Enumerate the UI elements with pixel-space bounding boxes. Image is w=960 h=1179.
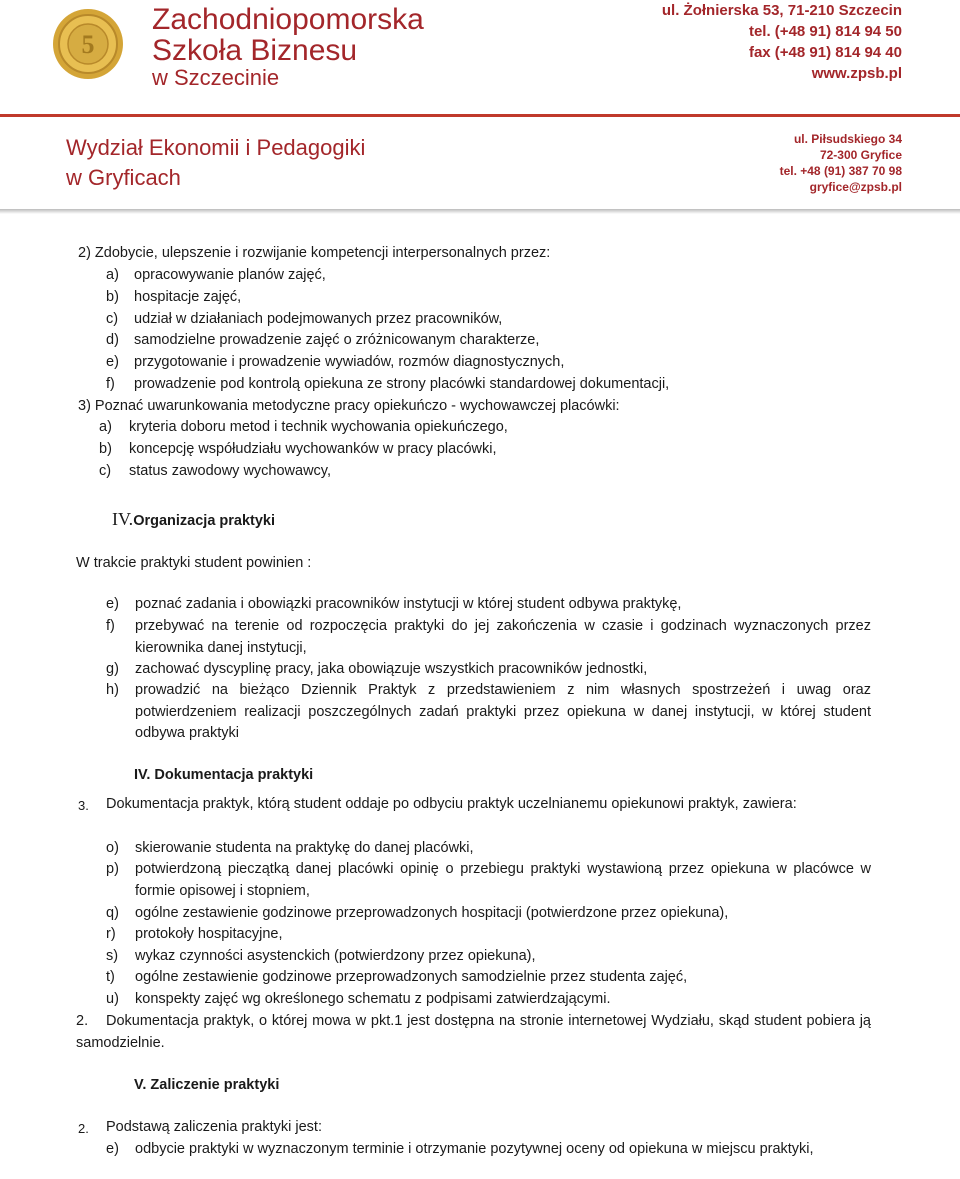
section-3-title: 3) Poznać uwarunkowania metodyczne pracy opiekuńczo - wychowawczej placówki: (78, 398, 620, 414)
list-item-label: c) (106, 311, 119, 327)
list-item-label: o) (106, 840, 119, 856)
doc-paragraph-2: Dokumentacja praktyk, o której mowa w pkt.1 jest dostępna na stronie internetowej Wydziału, skąd student pobiera ją samodzielnie. (76, 1013, 871, 1051)
list-item: konspekty zajęć wg określonego schematu z podpisami zatwierdzającymi. (135, 991, 611, 1007)
list-item: wykaz czynności asystenckich (potwierdzony przez opiekuna), (135, 948, 536, 964)
list-item: zachować dyscyplinę pracy, jaka obowiązuje wszystkich pracowników jednostki, (135, 661, 648, 677)
header-bottom-rule (0, 209, 960, 214)
list-item: poznać zadania i obowiązki pracowników instytucji w której student odbywa praktykę, (135, 596, 682, 612)
list-item-label: h) (106, 682, 119, 698)
list-item: potwierdzoną pieczątką danej placówki opinię o przebiegu praktyki wystawioną przez opiekuna w placówce w formie opisowej i stopniem, (135, 861, 871, 899)
list-item-label: e) (106, 596, 119, 612)
list-item: prowadzić na bieżąco Dziennik Praktyk z przedstawieniem z nim własnych spostrzeżeń i uwag oraz potwierdzeniem realizacji poszczególnych zadań praktyki przez opiekuna w danej instytucji, w której student odbywa praktyki (135, 682, 871, 742)
doc-paragraph-1: Dokumentacja praktyk, którą student oddaje po odbyciu praktyk uczelnianemu opiekunowi praktyk, zawiera: (106, 796, 797, 812)
paragraph-number: 2. (76, 1013, 89, 1029)
school-name-line1: Zachodniopomorska (152, 3, 424, 36)
header-divider (0, 114, 960, 117)
list-item-label: a) (99, 419, 112, 435)
list-item-label: d) (106, 332, 119, 348)
branch-email[interactable]: gryfice@zpsb.pl (809, 180, 902, 194)
list-item-label: q) (106, 905, 119, 921)
list-item: udział w działaniach podejmowanych przez pracowników, (134, 311, 503, 327)
faculty-name (66, 133, 365, 193)
school-seal-logo (52, 8, 124, 80)
list-item-label: p) (106, 861, 119, 877)
list-item-label: g) (106, 661, 119, 677)
section-org-heading (112, 509, 275, 533)
branch-city: 72-300 Gryfice (819, 148, 902, 162)
school-name (152, 4, 424, 90)
list-item-label: f) (106, 618, 115, 634)
list-item: opracowywanie planów zajęć, (134, 267, 326, 283)
school-name-line3: w Szczecinie (152, 65, 280, 90)
faculty-line2: w Gryficach (66, 165, 181, 190)
zal-paragraph: Podstawą zaliczenia praktyki jest: (106, 1119, 322, 1135)
section-doc-title: IV. Dokumentacja praktyki (134, 767, 314, 783)
faculty-line1: Wydział Ekonomii i Pedagogiki (66, 135, 366, 160)
hq-fax: fax (+48 91) 814 94 40 (748, 44, 902, 61)
list-item: skierowanie studenta na praktykę do danej placówki, (135, 840, 474, 856)
list-item: przygotowanie i prowadzenie wywiadów, rozmów diagnostycznych, (134, 354, 565, 370)
list-item: kryteria doboru metod i technik wychowania opiekuńczego, (129, 419, 508, 435)
list-item-label: e) (106, 1141, 119, 1157)
svg-text:5: 5 (81, 30, 95, 59)
list-item: ogólne zestawienie godzinowe przeprowadzonych samodzielnie przez studenta zajęć, (135, 969, 688, 985)
hq-tel: tel. (+48 91) 814 94 50 (748, 23, 902, 40)
list-item-label: b) (99, 441, 112, 457)
school-name-line2: Szkoła Biznesu (152, 34, 358, 67)
paragraph-number: 2. (78, 1121, 89, 1136)
org-intro: W trakcie praktyki student powinien : (76, 555, 312, 571)
list-item: hospitacje zajęć, (134, 289, 242, 305)
list-item: protokoły hospitacyjne, (135, 926, 283, 942)
list-item: odbycie praktyki w wyznaczonym terminie i otrzymanie pozytywnej oceny od opiekuna w miejscu praktyki, (135, 1141, 814, 1157)
list-item-label: s) (106, 948, 119, 964)
section-org-number: IV. (112, 509, 134, 529)
hq-www[interactable]: www.zpsb.pl (811, 65, 902, 82)
section-2-title: 2) Zdobycie, ulepszenie i rozwijanie kompetencji interpersonalnych przez: (78, 245, 551, 261)
list-item: koncepcję współudziału wychowanków w pracy placówki, (129, 441, 497, 457)
list-item-label: f) (106, 376, 115, 392)
list-item: samodzielne prowadzenie zajęć o zróżnicowanym charakterze, (134, 332, 540, 348)
hq-contact (662, 0, 902, 84)
list-item-label: u) (106, 991, 119, 1007)
paragraph-number: 3. (78, 798, 89, 813)
branch-contact (780, 131, 902, 195)
list-item: status zawodowy wychowawcy, (129, 463, 332, 479)
branch-tel: tel. +48 (91) 387 70 98 (779, 164, 902, 178)
list-item: prowadzenie pod kontrolą opiekuna ze strony placówki standardowej dokumentacji, (134, 376, 670, 392)
list-item-label: r) (106, 926, 116, 942)
hq-address: ul. Żołnierska 53, 71-210 Szczecin (661, 2, 902, 19)
list-item-label: t) (106, 969, 115, 985)
list-item: ogólne zestawienie godzinowe przeprowadzonych hospitacji (potwierdzone przez opiekuna), (135, 905, 729, 921)
list-item-label: b) (106, 289, 119, 305)
list-item-label: e) (106, 354, 119, 370)
section-zal-title: V. Zaliczenie praktyki (134, 1077, 280, 1093)
list-item: przebywać na terenie od rozpoczęcia praktyki do jej zakończenia w czasie i godzinach wyznaczonych przez kierownika danej instytucji, (135, 618, 871, 656)
list-item-label: a) (106, 267, 119, 283)
section-org-title: Organizacja praktyki (133, 513, 276, 529)
list-item-label: c) (99, 463, 112, 479)
branch-address: ul. Piłsudskiego 34 (793, 132, 902, 146)
